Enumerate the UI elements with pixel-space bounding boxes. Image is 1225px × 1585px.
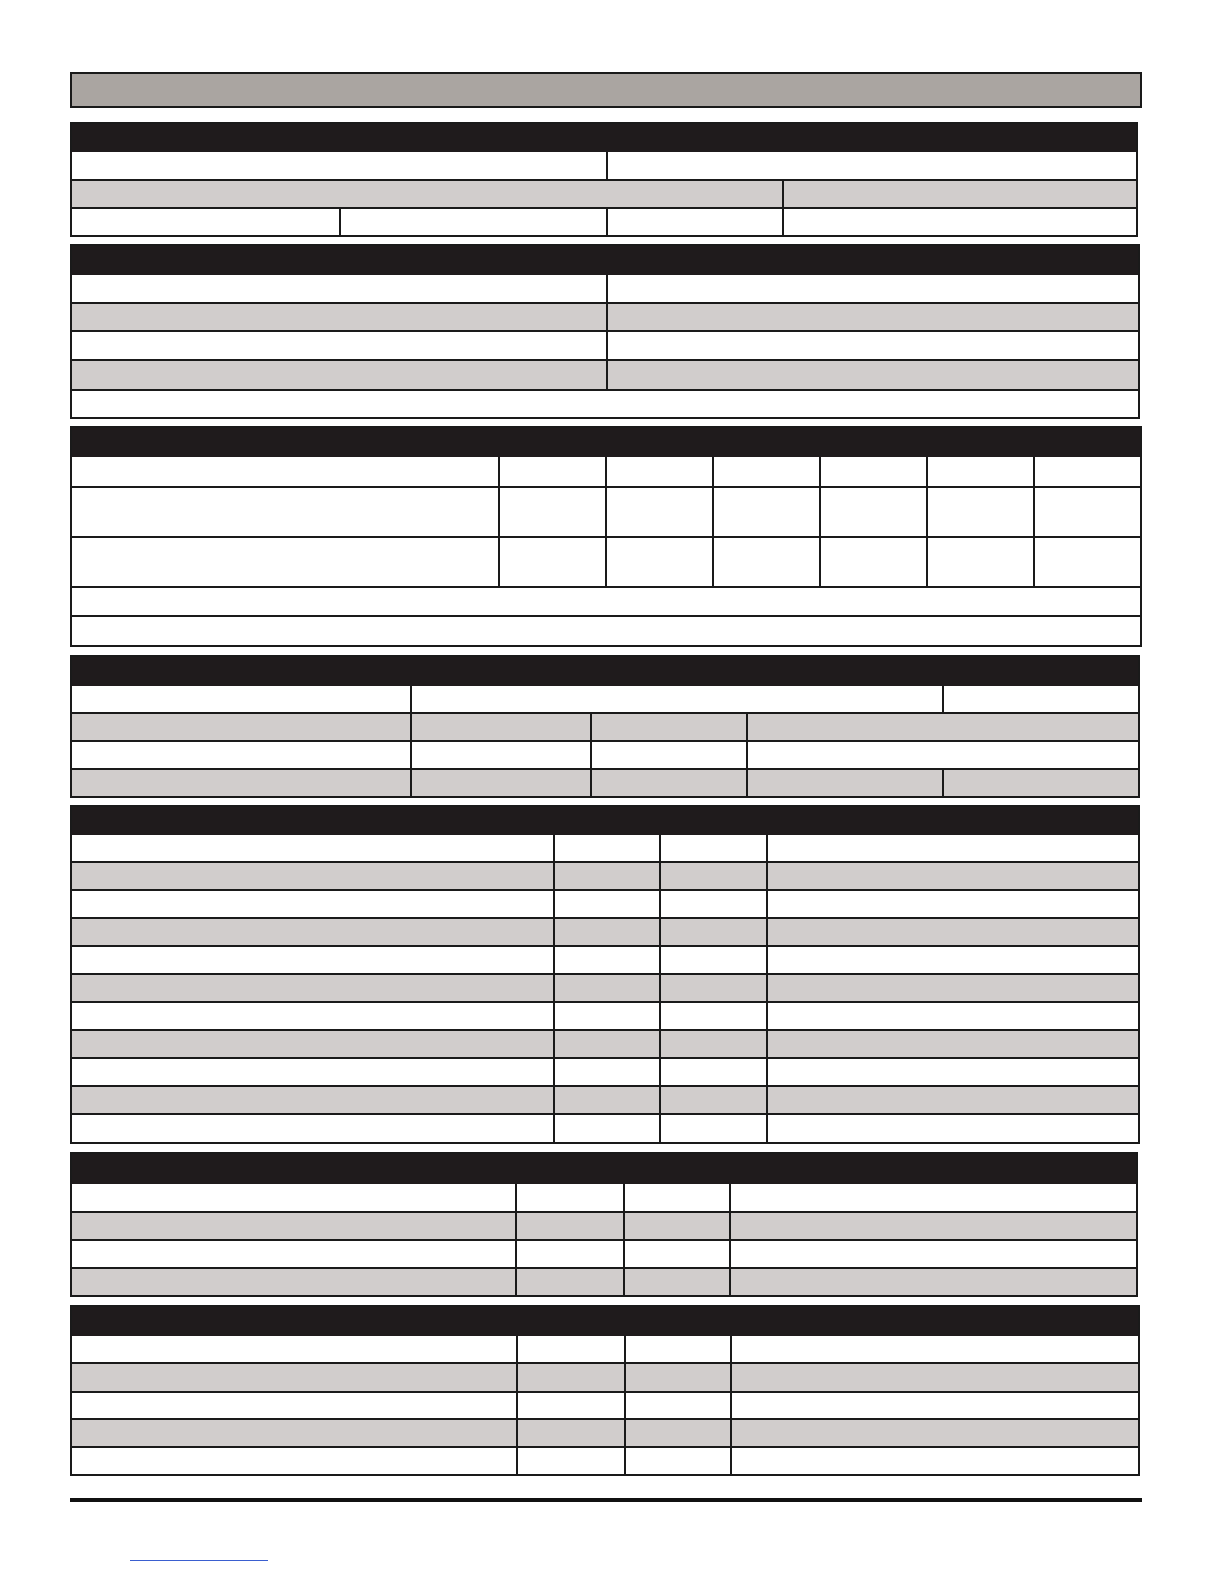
input-cell[interactable] xyxy=(819,457,926,486)
input-cell[interactable] xyxy=(72,457,498,486)
input-cell[interactable] xyxy=(659,1115,766,1142)
label-cell xyxy=(782,181,1136,207)
input-cell[interactable] xyxy=(942,770,1138,796)
input-cell[interactable] xyxy=(1033,457,1140,486)
form-row xyxy=(72,152,1136,181)
input-cell[interactable] xyxy=(72,975,553,1001)
form-row xyxy=(72,742,1138,770)
input-cell[interactable] xyxy=(624,1448,730,1474)
form-row xyxy=(72,1213,1136,1241)
input-cell[interactable] xyxy=(590,714,746,740)
input-cell[interactable] xyxy=(72,1336,516,1362)
input-cell[interactable] xyxy=(606,152,1136,179)
input-cell[interactable] xyxy=(766,1115,1138,1142)
input-cell[interactable] xyxy=(730,1393,1138,1418)
input-cell[interactable] xyxy=(410,686,942,712)
input-cell[interactable] xyxy=(766,1087,1138,1113)
section-3 xyxy=(70,426,1142,647)
input-cell[interactable] xyxy=(623,1184,729,1211)
form-row xyxy=(72,1420,1138,1448)
form-row xyxy=(72,863,1138,891)
input-cell[interactable] xyxy=(410,742,590,768)
input-cell[interactable] xyxy=(72,1269,515,1295)
input-cell[interactable] xyxy=(606,209,782,235)
input-cell[interactable] xyxy=(712,488,819,536)
input-cell[interactable] xyxy=(606,332,1138,359)
input-cell[interactable] xyxy=(72,1420,516,1446)
form-row xyxy=(72,275,1138,304)
section-2-header xyxy=(72,246,1138,275)
input-cell[interactable] xyxy=(498,538,605,586)
form-row xyxy=(72,1336,1138,1364)
input-cell[interactable] xyxy=(553,891,659,917)
input-cell[interactable] xyxy=(624,1336,730,1362)
input-cell[interactable] xyxy=(1033,488,1140,536)
footer-divider xyxy=(70,1498,1142,1502)
input-cell[interactable] xyxy=(766,863,1138,889)
input-cell[interactable] xyxy=(624,1364,730,1391)
form-row xyxy=(72,1364,1138,1393)
input-cell[interactable] xyxy=(72,152,606,179)
section-4 xyxy=(70,655,1140,798)
input-cell[interactable] xyxy=(72,891,553,917)
input-cell[interactable] xyxy=(515,1213,623,1239)
input-cell[interactable] xyxy=(605,538,712,586)
form-row xyxy=(72,947,1138,975)
input-cell[interactable] xyxy=(746,770,942,796)
input-cell[interactable] xyxy=(410,714,590,740)
form-row xyxy=(72,361,1138,391)
input-cell[interactable] xyxy=(766,947,1138,973)
input-cell[interactable] xyxy=(72,1364,516,1391)
input-cell[interactable] xyxy=(72,391,1138,417)
input-cell[interactable] xyxy=(553,1115,659,1142)
form-row xyxy=(72,1269,1136,1295)
input-cell[interactable] xyxy=(515,1269,623,1295)
input-cell[interactable] xyxy=(766,1059,1138,1085)
input-cell[interactable] xyxy=(72,714,410,740)
form-row xyxy=(72,714,1138,742)
input-cell[interactable] xyxy=(766,975,1138,1001)
form-row xyxy=(72,1184,1136,1213)
form-row xyxy=(72,457,1140,488)
input-cell[interactable] xyxy=(712,538,819,586)
form-row xyxy=(72,588,1140,617)
input-cell[interactable] xyxy=(926,488,1033,536)
input-cell[interactable] xyxy=(72,947,553,973)
input-cell[interactable] xyxy=(782,209,1136,235)
input-cell[interactable] xyxy=(553,1003,659,1029)
input-cell[interactable] xyxy=(553,835,659,861)
input-cell[interactable] xyxy=(590,770,746,796)
input-cell[interactable] xyxy=(553,1087,659,1113)
form-row xyxy=(72,1241,1136,1269)
form-row xyxy=(72,1059,1138,1087)
input-cell[interactable] xyxy=(72,617,1140,645)
input-cell[interactable] xyxy=(72,1003,553,1029)
input-cell[interactable] xyxy=(498,488,605,536)
input-cell[interactable] xyxy=(553,1031,659,1057)
form-row xyxy=(72,919,1138,947)
form-title-bar xyxy=(70,72,1142,108)
input-cell[interactable] xyxy=(72,1087,553,1113)
input-cell[interactable] xyxy=(606,275,1138,302)
input-cell[interactable] xyxy=(819,488,926,536)
input-cell[interactable] xyxy=(516,1393,624,1418)
input-cell[interactable] xyxy=(746,742,1138,768)
form-row xyxy=(72,332,1138,361)
input-cell[interactable] xyxy=(553,947,659,973)
input-cell[interactable] xyxy=(72,304,606,330)
input-cell[interactable] xyxy=(624,1393,730,1418)
input-cell[interactable] xyxy=(72,1393,516,1418)
input-cell[interactable] xyxy=(553,863,659,889)
input-cell[interactable] xyxy=(926,457,1033,486)
input-cell[interactable] xyxy=(624,1420,730,1446)
form-row xyxy=(72,1115,1138,1142)
input-cell[interactable] xyxy=(72,1213,515,1239)
label-cell xyxy=(72,181,782,207)
input-cell[interactable] xyxy=(926,538,1033,586)
input-cell[interactable] xyxy=(730,1420,1138,1446)
input-cell[interactable] xyxy=(72,863,553,889)
input-cell[interactable] xyxy=(819,538,926,586)
input-cell[interactable] xyxy=(766,891,1138,917)
footer-link[interactable] xyxy=(130,1560,268,1561)
form-row xyxy=(72,1393,1138,1420)
input-cell[interactable] xyxy=(72,209,339,235)
input-cell[interactable] xyxy=(72,742,410,768)
form-row xyxy=(72,891,1138,919)
input-cell[interactable] xyxy=(730,1448,1138,1474)
input-cell[interactable] xyxy=(605,457,712,486)
input-cell[interactable] xyxy=(72,1241,515,1267)
input-cell[interactable] xyxy=(766,835,1138,861)
form-row xyxy=(72,770,1138,796)
input-cell[interactable] xyxy=(72,770,410,796)
section-2 xyxy=(70,244,1140,419)
input-cell[interactable] xyxy=(516,1336,624,1362)
input-cell[interactable] xyxy=(498,457,605,486)
section-6-header xyxy=(72,1154,1136,1184)
input-cell[interactable] xyxy=(729,1269,1136,1295)
input-cell[interactable] xyxy=(72,538,498,586)
input-cell[interactable] xyxy=(516,1420,624,1446)
form-row xyxy=(72,1087,1138,1115)
input-cell[interactable] xyxy=(623,1241,729,1267)
input-cell[interactable] xyxy=(1033,538,1140,586)
form-row xyxy=(72,209,1136,235)
form-row xyxy=(72,304,1138,332)
input-cell[interactable] xyxy=(659,919,766,945)
input-cell[interactable] xyxy=(72,332,606,359)
input-cell[interactable] xyxy=(72,488,498,536)
input-cell[interactable] xyxy=(729,1241,1136,1267)
input-cell[interactable] xyxy=(72,686,410,712)
input-cell[interactable] xyxy=(942,686,1138,712)
section-5 xyxy=(70,805,1140,1144)
input-cell[interactable] xyxy=(623,1269,729,1295)
section-7 xyxy=(70,1305,1140,1476)
input-cell[interactable] xyxy=(659,1087,766,1113)
input-cell[interactable] xyxy=(730,1336,1138,1362)
section-1 xyxy=(70,122,1138,237)
input-cell[interactable] xyxy=(72,835,553,861)
section-1-header xyxy=(72,124,1136,152)
input-cell[interactable] xyxy=(659,863,766,889)
form-row xyxy=(72,686,1138,714)
input-cell[interactable] xyxy=(659,891,766,917)
input-cell[interactable] xyxy=(746,714,1138,740)
input-cell[interactable] xyxy=(766,1003,1138,1029)
input-cell[interactable] xyxy=(659,947,766,973)
input-cell[interactable] xyxy=(659,835,766,861)
section-3-header xyxy=(72,428,1140,457)
form-row xyxy=(72,488,1140,538)
input-cell[interactable] xyxy=(730,1364,1138,1391)
input-cell[interactable] xyxy=(553,919,659,945)
input-cell[interactable] xyxy=(515,1184,623,1211)
form-row xyxy=(72,1031,1138,1059)
input-cell[interactable] xyxy=(659,975,766,1001)
input-cell[interactable] xyxy=(729,1213,1136,1239)
input-cell[interactable] xyxy=(72,1059,553,1085)
form-row xyxy=(72,1448,1138,1474)
input-cell[interactable] xyxy=(553,1059,659,1085)
input-cell[interactable] xyxy=(72,1031,553,1057)
input-cell[interactable] xyxy=(72,361,606,389)
form-row xyxy=(72,975,1138,1003)
input-cell[interactable] xyxy=(623,1213,729,1239)
input-cell[interactable] xyxy=(606,361,1138,389)
input-cell[interactable] xyxy=(72,919,553,945)
form-row xyxy=(72,617,1140,645)
input-cell[interactable] xyxy=(339,209,606,235)
input-cell[interactable] xyxy=(766,1031,1138,1057)
input-cell[interactable] xyxy=(72,1448,516,1474)
input-cell[interactable] xyxy=(605,488,712,536)
input-cell[interactable] xyxy=(590,742,746,768)
input-cell[interactable] xyxy=(516,1364,624,1391)
form-row xyxy=(72,538,1140,588)
input-cell[interactable] xyxy=(606,304,1138,330)
input-cell[interactable] xyxy=(553,975,659,1001)
input-cell[interactable] xyxy=(72,588,1140,615)
input-cell[interactable] xyxy=(729,1184,1136,1211)
section-4-header xyxy=(72,657,1138,686)
input-cell[interactable] xyxy=(72,275,606,302)
form-row xyxy=(72,391,1138,417)
input-cell[interactable] xyxy=(410,770,590,796)
input-cell[interactable] xyxy=(515,1241,623,1267)
input-cell[interactable] xyxy=(516,1448,624,1474)
input-cell[interactable] xyxy=(659,1031,766,1057)
input-cell[interactable] xyxy=(766,919,1138,945)
form-row xyxy=(72,835,1138,863)
input-cell[interactable] xyxy=(712,457,819,486)
input-cell[interactable] xyxy=(659,1003,766,1029)
input-cell[interactable] xyxy=(72,1184,515,1211)
form-row xyxy=(72,181,1136,209)
input-cell[interactable] xyxy=(659,1059,766,1085)
section-7-header xyxy=(72,1307,1138,1336)
section-6 xyxy=(70,1152,1138,1297)
input-cell[interactable] xyxy=(72,1115,553,1142)
form-row xyxy=(72,1003,1138,1031)
section-5-header xyxy=(72,807,1138,835)
